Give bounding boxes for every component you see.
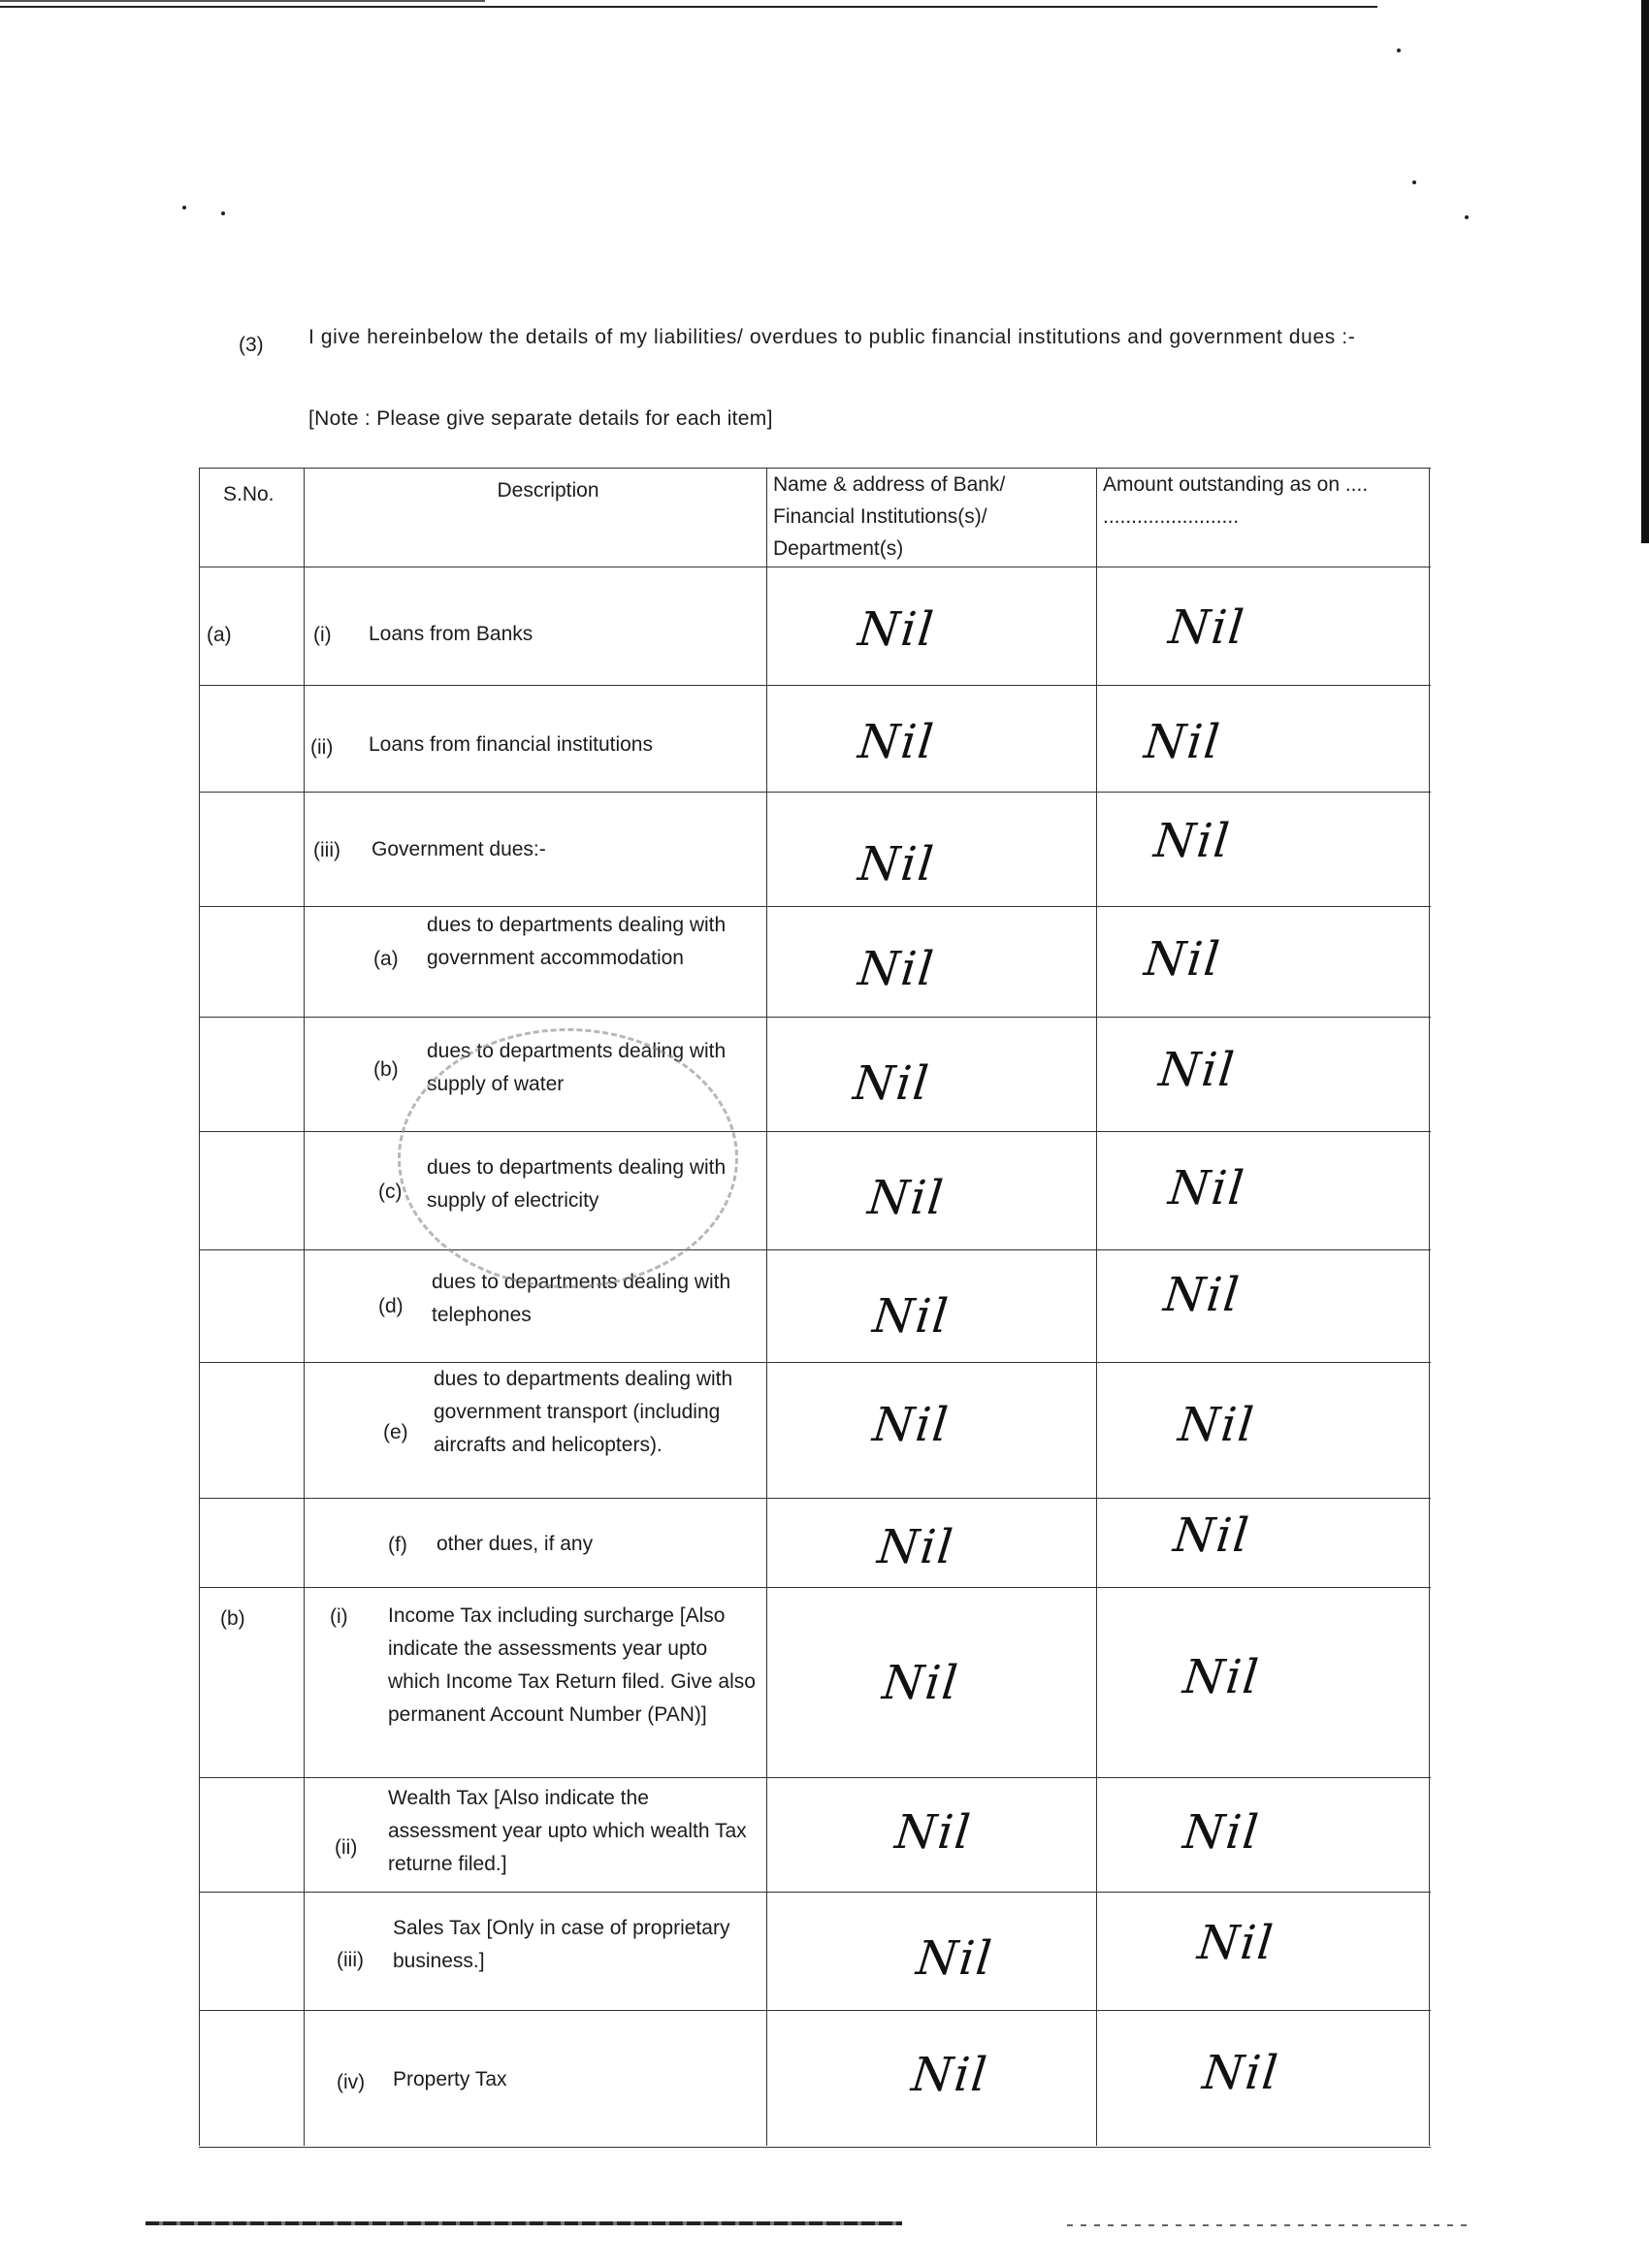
row-amount-value: Nil (1166, 1161, 1248, 1215)
intro-text: I give hereinbelow the details of my liabilities/ overdues to public financial institutions and government dues :- (308, 326, 1356, 348)
row-description: dues to departments dealing with government accommodation (427, 914, 727, 969)
section-number: (3) (239, 334, 264, 356)
table-row (199, 1249, 1431, 1363)
row-amount-value: Nil (1200, 2046, 1282, 2100)
row-bank-value: Nil (909, 2048, 991, 2102)
row-bank-value: Nil (870, 1398, 953, 1452)
table-header-row (199, 468, 1431, 560)
row-bank-value: Nil (856, 602, 938, 657)
row-bank-value: Nil (851, 1056, 933, 1111)
table-row (199, 567, 1431, 686)
row-description: dues to departments dealing with supply of water (427, 1040, 727, 1095)
scan-edge-right (1641, 0, 1649, 543)
table-row (199, 1777, 1431, 1893)
row-number: (e) (383, 1421, 408, 1443)
row-description: dues to departments dealing with telephones (432, 1271, 731, 1326)
row-bank-value: Nil (875, 1520, 957, 1574)
table-row (199, 1362, 1431, 1499)
row-amount-value: Nil (1151, 814, 1234, 868)
scan-edge-bottom (146, 2221, 902, 2225)
row-amount-value: Nil (1180, 1805, 1263, 1860)
table-row (199, 1892, 1431, 2011)
row-number: (iii) (337, 1949, 364, 1971)
header-amount: Amount outstanding as on .... ........................ (1103, 473, 1369, 528)
row-amount-value: Nil (1161, 1268, 1244, 1322)
seal-stamp (398, 1028, 738, 1288)
table-row (199, 2010, 1431, 2148)
row-description: dues to departments dealing with government transport (including aircrafts and helicopters). (434, 1368, 733, 1456)
row-number: (iii) (313, 839, 340, 861)
row-bank-value: Nil (856, 837, 938, 891)
row-number: (ii) (310, 736, 334, 759)
row-amount-value: Nil (1142, 715, 1224, 769)
row-bank-value: Nil (914, 1931, 996, 1986)
row-number: (d) (378, 1295, 404, 1317)
row-number: (a) (373, 948, 399, 970)
table-row (199, 1017, 1431, 1132)
row-description: dues to departments dealing with supply of electricity (427, 1156, 727, 1212)
note-text: [Note : Please give separate details for each item] (308, 407, 773, 430)
scan-edge-line (0, 6, 1377, 8)
row-bank-value: Nil (865, 1171, 948, 1225)
row-amount-value: Nil (1176, 1398, 1258, 1452)
row-number: (ii) (335, 1836, 358, 1859)
row-bank-value: Nil (880, 1656, 962, 1710)
scan-edge-bottom-dots (1067, 2224, 1474, 2226)
table-row (199, 1131, 1431, 1250)
row-bank-value: Nil (870, 1289, 953, 1344)
row-number: (c) (378, 1181, 403, 1203)
scan-speck (182, 206, 186, 210)
row-amount-value: Nil (1180, 1650, 1263, 1704)
row-description: Wealth Tax [Also indicate the assessment year upto which wealth Tax returne filed.] (388, 1787, 747, 1875)
row-description: other dues, if any (436, 1533, 594, 1555)
scan-speck (1397, 49, 1401, 52)
row-description: Loans from Banks (369, 623, 534, 645)
row-sno: (b) (220, 1607, 245, 1630)
row-bank-value: Nil (856, 715, 938, 769)
header-description: Description (497, 479, 599, 502)
row-number: (b) (373, 1058, 399, 1081)
table-row (199, 1587, 1431, 1778)
scan-speck (1412, 180, 1416, 184)
row-bank-value: Nil (856, 942, 938, 996)
row-amount-value: Nil (1142, 932, 1224, 987)
row-amount-value: Nil (1195, 1916, 1277, 1970)
row-description: Income Tax including surcharge [Also indicate the assessments year upto which Income Tax Return filed. Give also permanent Account Number (PAN)] (388, 1604, 756, 1726)
scan-speck (221, 211, 225, 215)
row-amount-value: Nil (1171, 1508, 1253, 1563)
row-number: (i) (330, 1605, 348, 1628)
table-row (199, 906, 1431, 1018)
row-bank-value: Nil (892, 1805, 975, 1860)
row-description: Sales Tax [Only in case of proprietary business.] (393, 1917, 730, 1972)
row-number: (f) (388, 1534, 407, 1556)
table-row (199, 1498, 1431, 1588)
row-description: Government dues:- (372, 838, 546, 860)
row-amount-value: Nil (1166, 600, 1248, 655)
liabilities-table (199, 468, 1431, 2146)
scan-edge-top (0, 0, 485, 2)
row-sno: (a) (207, 624, 232, 646)
header-sno: S.No. (223, 483, 275, 505)
table-row (199, 685, 1431, 793)
row-number: (i) (313, 624, 332, 646)
table-row (199, 792, 1431, 907)
row-number: (iv) (337, 2071, 366, 2093)
row-description: Loans from financial institutions (369, 733, 653, 756)
row-description: Property Tax (393, 2068, 507, 2090)
row-amount-value: Nil (1156, 1043, 1239, 1097)
header-bank: Name & address of Bank/ Financial Institutions(s)/ Department(s) (773, 473, 1006, 560)
scan-speck (1465, 215, 1469, 219)
